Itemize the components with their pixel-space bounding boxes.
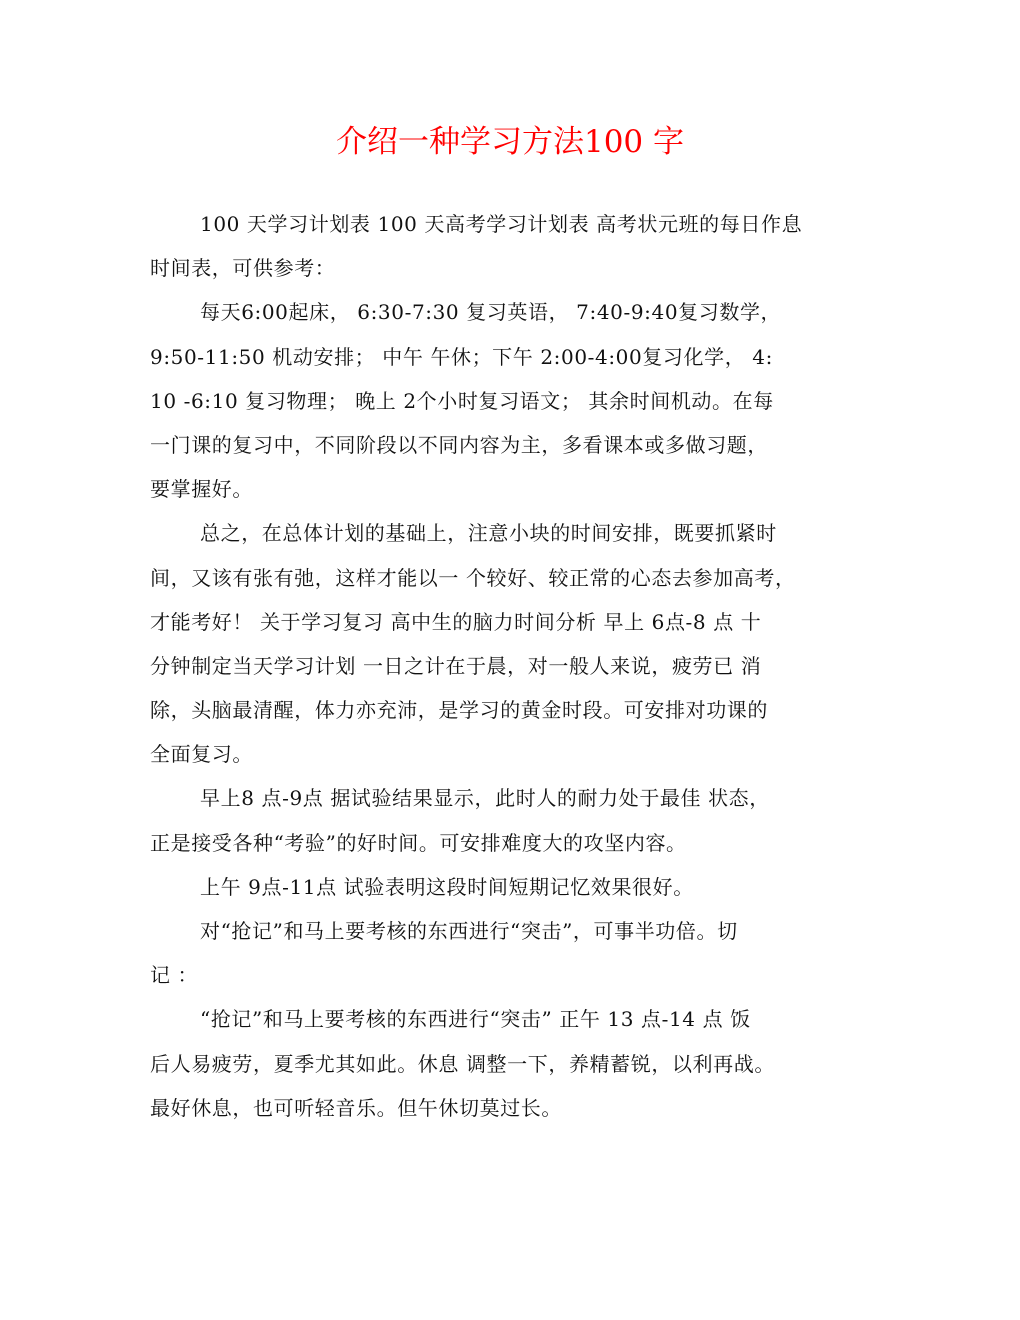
text-line: 时间表，可供参考： bbox=[150, 256, 336, 281]
text-line: 总之，在总体计划的基础上，注意小块的时间安排，既要抓紧时 bbox=[200, 521, 777, 546]
text-line: 间，又该有张有弛，这样才能以一 个较好、较正常的心态去参加高考， bbox=[150, 565, 796, 590]
text-line: 对“抢记”和马上要考核的东西进行“突击”，可事半功倍。切 bbox=[200, 919, 738, 943]
text-line: 早上8 点-9点 据试验结果显示，此时人的耐力处于最佳 状态， bbox=[200, 786, 770, 811]
text-line: 记 ： bbox=[150, 963, 199, 988]
text-line: 最好休息，也可听轻音乐。但午休切莫过长。 bbox=[150, 1095, 562, 1120]
text-line: 一门课的复习中，不同阶段以不同内容为主，多看课本或多做习题， bbox=[150, 432, 768, 457]
document-title: 介绍一种学习方法100 字 bbox=[335, 124, 685, 160]
text-line: 才能考好！ 关于学习复习 高中生的脑力时间分析 早上 6点-8 点 十 bbox=[150, 609, 762, 634]
text-line: “抢记”和马上要考核的东西进行“突击” 正午 13 点-14 点 饭 bbox=[200, 1007, 751, 1032]
text-line: 要掌握好。 bbox=[150, 477, 253, 502]
text-line: 10 -6:10 复习物理； 晚上 2个小时复习语文； 其余时间机动。在每 bbox=[150, 388, 774, 413]
text-line: 正是接受各种“考验”的好时间。可安排难度大的攻坚内容。 bbox=[150, 830, 687, 855]
text-line: 100 天学习计划表 100 天高考学习计划表 高考状元班的每日作息 bbox=[200, 212, 803, 236]
text-line: 全面复习。 bbox=[150, 742, 253, 767]
text-line: 后人易疲劳，夏季尤其如此。休息 调整一下，养精蓄锐，以利再战。 bbox=[150, 1051, 775, 1076]
text-line: 分钟制定当天学习计划 一日之计在于晨，对一般人来说，疲劳已 消 bbox=[150, 653, 762, 678]
document-body bbox=[150, 202, 890, 1130]
text-line: 9:50-11:50 机动安排； 中午 午休；下午 2:00-4:00复习化学， 4: bbox=[150, 344, 773, 369]
text-line: 除，头脑最清醒，体力亦充沛，是学习的黄金时段。可安排对功课的 bbox=[150, 698, 768, 723]
text-line: 上午 9点-11点 试验表明这段时间短期记忆效果很好。 bbox=[200, 874, 694, 899]
text-line: 每天6:00起床， 6:30-7:30 复习英语， 7:40-9:40复习数学， bbox=[200, 300, 782, 325]
